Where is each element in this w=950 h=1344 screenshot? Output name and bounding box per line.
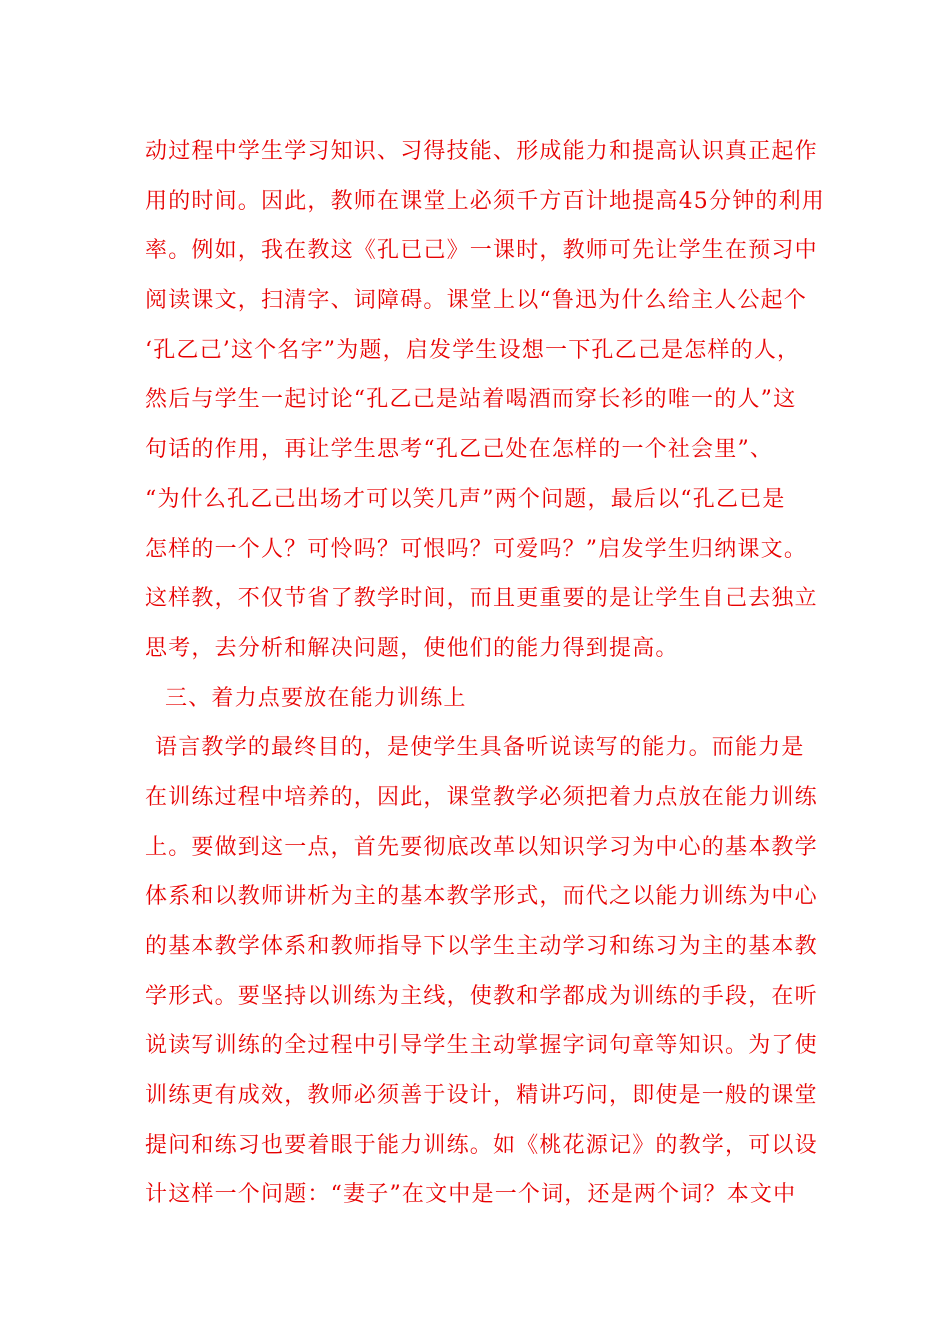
section-heading: 三、着力点要放在能力训练上 [165,685,467,711]
text-line: 在训练过程中培养的，因此，课堂教学必须把着力点放在能力训练 [145,784,818,810]
text-line: 语言教学的最终目的，是使学生具备听说读写的能力。而能力是 [155,735,805,761]
text-line: 怎样的一个人？可怜吗？可恨吗？可爱吗？”启发学生归纳课文。 [145,536,808,562]
text-line: 动过程中学生学习知识、习得技能、形成能力和提高认识真正起作 [145,139,818,164]
text-line: 用的时间。因此，教师在课堂上必须千方百计地提高45分钟的利用 [145,188,825,214]
body-text [145,127,825,1220]
text-line: 阅读课文，扫清字、词障碍。课堂上以“鲁迅为什么给主人公起个 [145,288,808,314]
text-line: ‘孔乙己’这个名字”为题，启发学生设想一下孔乙己是怎样的人， [145,337,801,363]
text-line: 学形式。要坚持以训练为主线，使教和学都成为训练的手段，在听 [145,983,818,1009]
text-line: 思考，去分析和解决问题，使他们的能力得到提高。 [145,635,679,661]
text-line: 说读写训练的全过程中引导学生主动掌握字词句章等知识。为了使 [145,1033,818,1059]
text-line: 计这样一个问题：“妻子”在文中是一个词，还是两个词？本文中 [145,1182,797,1208]
text-line: 然后与学生一起讨论“孔乙己是站着喝酒而穿长衫的唯一的人”这 [145,387,797,413]
text-line: 这样教，不仅节省了教学时间，而且更重要的是让学生自己去独立 [145,586,818,612]
text-line: 率。例如，我在教这《孔已己》一课时，教师可先让学生在预习中 [145,238,818,264]
text-line: 提问和练习也要着眼于能力训练。如《桃花源记》的教学，可以设 [145,1132,818,1158]
text-line: 的基本教学体系和教师指导下以学生主动学习和练习为主的基本教 [145,934,818,959]
text-line: “为什么孔乙己出场才可以笑几声”两个问题，最后以“孔乙已是 [145,486,786,512]
text-line: 句话的作用，再让学生思考“孔乙己处在怎样的一个社会里”、 [145,437,774,463]
text-line: 训练更有成效，教师必须善于设计，精讲巧问，即使是一般的课堂 [145,1083,818,1109]
text-line: 上。要做到这一点，首先要彻底改革以知识学习为中心的基本教学 [145,834,818,860]
text-line: 体系和以教师讲析为主的基本教学形式，而代之以能力训练为中心 [145,884,818,910]
